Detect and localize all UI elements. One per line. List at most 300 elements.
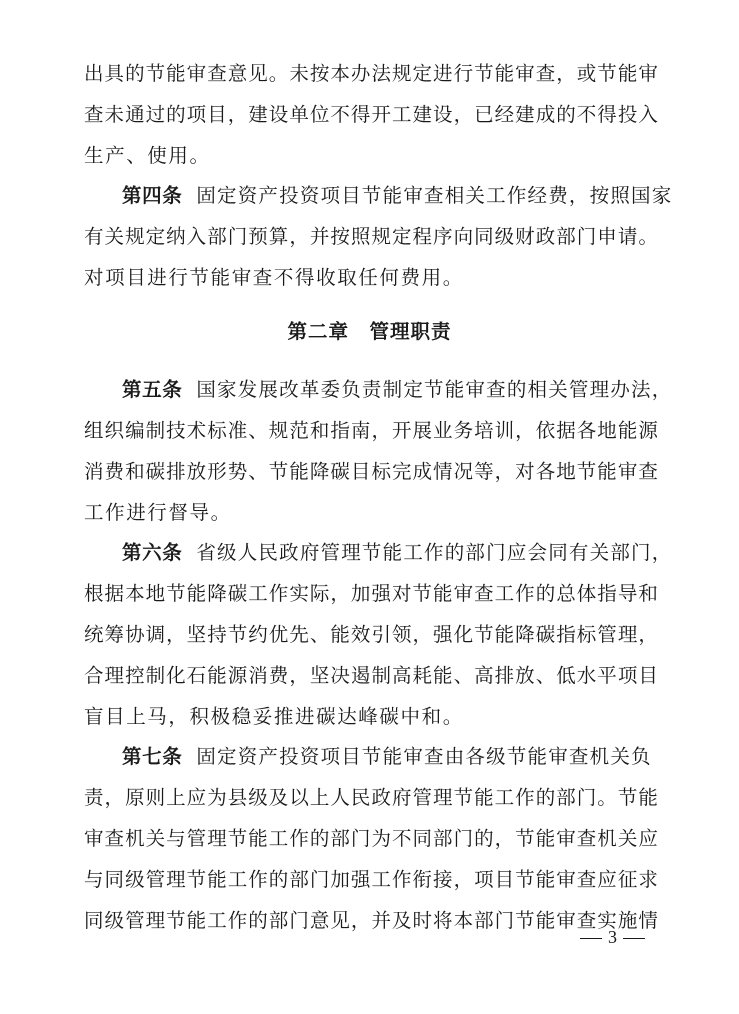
glyph: 高 (474, 664, 494, 687)
glyph: 门 (350, 827, 371, 850)
glyph: 约 (248, 623, 268, 646)
glyph: 、 (535, 664, 556, 687)
glyph: 民 (350, 786, 371, 809)
glyph: 标 (371, 460, 391, 483)
glyph: 应 (186, 786, 207, 809)
glyph: 见 (330, 909, 350, 932)
glyph: 的 (556, 103, 576, 126)
glyph: 编 (125, 419, 145, 442)
text-line (84, 574, 658, 614)
glyph: 强 (371, 582, 391, 605)
glyph: 排 (166, 460, 186, 483)
glyph: 审 (84, 827, 104, 850)
glyph: 算 (268, 225, 289, 248)
glyph: 作 (268, 582, 289, 605)
glyph: 的 (535, 786, 556, 809)
text-line (84, 656, 658, 696)
glyph: 以 (289, 786, 309, 809)
glyph: 节 (453, 786, 474, 809)
glyph: 级 (104, 909, 125, 932)
glyph: 制 (145, 419, 166, 442)
glyph: 碳 (227, 582, 248, 605)
glyph: 统 (84, 623, 104, 646)
glyph: 技 (166, 419, 186, 442)
glyph: 门 (227, 225, 248, 248)
glyph: ， (412, 623, 433, 646)
glyph: 审 (453, 582, 474, 605)
glyph: 的 (166, 103, 186, 126)
glyph: 征 (617, 868, 638, 891)
glyph: 审 (617, 460, 638, 483)
glyph: 源 (638, 419, 658, 442)
glyph: 能 (248, 827, 268, 850)
glyph: 为 (371, 827, 391, 850)
glyph: 县 (227, 786, 248, 809)
glyph: 能 (207, 868, 227, 891)
glyph: 术 (186, 419, 207, 442)
glyph: 为 (207, 786, 227, 809)
glyph: 南 (350, 419, 371, 442)
glyph: 门 (576, 786, 597, 809)
glyph: 工 (391, 103, 412, 126)
glyph: 各 (576, 419, 597, 442)
article-6-title: 第六条 (122, 541, 183, 564)
glyph: 定 (145, 225, 166, 248)
glyph: ， (494, 827, 515, 850)
glyph: 能 (433, 582, 453, 605)
glyph: 节 (597, 62, 617, 85)
glyph: 的 (268, 868, 289, 891)
glyph: 与 (166, 827, 186, 850)
glyph: 上 (309, 786, 330, 809)
glyph: 指 (556, 623, 576, 646)
glyph: 对 (391, 582, 412, 605)
glyph: 准 (227, 419, 248, 442)
glyph: 导 (617, 582, 638, 605)
glyph: 。 (597, 786, 617, 809)
glyph: 门 (453, 827, 474, 850)
glyph: 对 (515, 460, 535, 483)
glyph: 源 (227, 664, 248, 687)
glyph: 审 (556, 868, 576, 891)
glyph: ， (453, 103, 474, 126)
glyph: 开 (391, 419, 412, 442)
glyph: 审 (556, 909, 576, 932)
glyph: 审 (515, 62, 535, 85)
glyph: 同 (84, 909, 104, 932)
text-span: 国家发展改革委负责制定节能审查的相关管理办法， (196, 378, 673, 401)
glyph: 未 (289, 62, 309, 85)
text-line (84, 819, 658, 859)
glyph: 的 (248, 909, 268, 932)
glyph: 级 (494, 225, 515, 248)
glyph: 理 (166, 868, 186, 891)
glyph: 定 (412, 62, 433, 85)
glyph: 化 (453, 623, 474, 646)
glyph: 查 (576, 827, 597, 850)
glyph: 指 (330, 419, 350, 442)
glyph: 的 (125, 62, 145, 85)
glyph: 本 (453, 909, 474, 932)
glyph: 依 (535, 419, 556, 442)
glyph: ， (494, 460, 515, 483)
glyph: 能 (535, 909, 556, 932)
glyph: 同 (412, 827, 433, 850)
glyph: 机 (125, 827, 145, 850)
glyph: 向 (453, 225, 474, 248)
glyph: 同 (474, 225, 494, 248)
glyph: 领 (391, 623, 412, 646)
glyph: 应 (597, 868, 617, 891)
glyph: 上 (166, 786, 186, 809)
glyph: 能 (207, 664, 227, 687)
glyph: 已 (474, 103, 494, 126)
glyph: 节 (515, 909, 535, 932)
glyph: 放 (515, 664, 535, 687)
glyph: 控 (125, 664, 145, 687)
glyph: 程 (412, 225, 433, 248)
glyph: 和 (638, 582, 658, 605)
glyph: 作 (515, 786, 535, 809)
glyph: 关 (617, 827, 638, 850)
glyph: 接 (433, 868, 453, 891)
glyph: 先 (289, 623, 309, 646)
glyph: 加 (350, 582, 371, 605)
glyph: 决 (330, 664, 350, 687)
glyph: 放 (186, 460, 207, 483)
glyph: 门 (494, 909, 515, 932)
glyph: 设 (433, 103, 453, 126)
glyph: 。 (268, 62, 289, 85)
glyph: 查 (104, 827, 125, 850)
glyph: 部 (474, 909, 494, 932)
glyph: 能 (597, 460, 617, 483)
glyph: 和 (125, 460, 145, 483)
dash-left (580, 938, 602, 939)
glyph: 不 (391, 827, 412, 850)
glyph: 不 (576, 103, 597, 126)
glyph: 节 (166, 909, 186, 932)
glyph: 作 (515, 582, 535, 605)
glyph: 耗 (412, 664, 433, 687)
glyph: 能 (535, 827, 556, 850)
glyph: 理 (207, 827, 227, 850)
glyph: 业 (433, 419, 453, 442)
glyph: 培 (474, 419, 494, 442)
glyph: 建 (515, 103, 535, 126)
glyph: 能 (289, 460, 309, 483)
glyph: 通 (125, 103, 145, 126)
text-line (84, 411, 658, 451)
glyph: 则 (145, 786, 166, 809)
glyph: 得 (597, 103, 617, 126)
glyph: 按 (309, 62, 330, 85)
glyph: 目 (494, 868, 515, 891)
glyph: 优 (268, 623, 289, 646)
glyph: 政 (535, 225, 556, 248)
glyph: 出 (84, 62, 104, 85)
glyph: 成 (535, 103, 556, 126)
glyph: 位 (309, 103, 330, 126)
glyph: 强 (350, 868, 371, 891)
glyph: 查 (84, 103, 104, 126)
glyph: 关 (145, 827, 166, 850)
glyph: ， (453, 868, 474, 891)
glyph: 、 (309, 623, 330, 646)
glyph: 管 (125, 909, 145, 932)
glyph: 管 (412, 786, 433, 809)
glyph: 节 (474, 62, 494, 85)
glyph: 降 (207, 582, 227, 605)
glyph: 低 (556, 664, 576, 687)
glyph: 化 (166, 664, 186, 687)
glyph: 审 (556, 827, 576, 850)
glyph: 能 (617, 419, 638, 442)
text-line: 对项目进行节能审查不得收取任何费用。 (84, 266, 464, 289)
glyph: 工 (494, 582, 515, 605)
glyph: ， (371, 419, 391, 442)
text-line (84, 452, 658, 492)
glyph: 部 (207, 225, 227, 248)
chapter-heading: 第二章 管理职责 (287, 320, 452, 343)
glyph: 的 (474, 827, 494, 850)
glyph: 作 (227, 909, 248, 932)
glyph: 请 (617, 225, 638, 248)
text-line (84, 95, 658, 135)
glyph: 级 (248, 786, 268, 809)
glyph: 部 (330, 827, 350, 850)
glyph: 行 (453, 62, 474, 85)
glyph: 作 (391, 868, 412, 891)
glyph: 管 (145, 868, 166, 891)
glyph: 部 (556, 225, 576, 248)
glyph: 据 (104, 582, 125, 605)
glyph: 、 (453, 664, 474, 687)
glyph: 规 (391, 62, 412, 85)
glyph: 消 (248, 664, 268, 687)
glyph: 地 (597, 419, 617, 442)
glyph: 及 (268, 786, 289, 809)
glyph: 地 (556, 460, 576, 483)
glyph: 节 (515, 868, 535, 891)
glyph: 实 (289, 582, 309, 605)
glyph: 人 (330, 786, 350, 809)
glyph: 制 (145, 664, 166, 687)
glyph: 规 (125, 225, 145, 248)
glyph: 排 (494, 664, 515, 687)
glyph: 施 (617, 909, 638, 932)
glyph: 原 (125, 786, 145, 809)
glyph: 能 (186, 909, 207, 932)
glyph: 部 (433, 827, 453, 850)
glyph: 得 (350, 103, 371, 126)
glyph: ， (289, 664, 309, 687)
glyph: 本 (125, 582, 145, 605)
glyph: 并 (309, 225, 330, 248)
glyph: 查 (576, 909, 597, 932)
glyph: 能 (494, 623, 515, 646)
glyph: 、 (248, 419, 268, 442)
glyph: 建 (248, 103, 268, 126)
glyph: 进 (433, 62, 453, 85)
glyph: 训 (494, 419, 515, 442)
glyph: 节 (412, 582, 433, 605)
glyph: ， (227, 103, 248, 126)
glyph: 不 (330, 103, 350, 126)
glyph: 门 (289, 909, 309, 932)
glyph: 石 (186, 664, 207, 687)
glyph: 实 (597, 909, 617, 932)
glyph: 衔 (412, 868, 433, 891)
glyph: 机 (597, 827, 617, 850)
glyph: 同 (104, 868, 125, 891)
glyph: 坚 (186, 623, 207, 646)
glyph: ， (289, 225, 309, 248)
glyph: 应 (638, 827, 658, 850)
glyph: 门 (309, 868, 330, 891)
glyph: ， (638, 623, 658, 646)
glyph: 节 (576, 460, 597, 483)
glyph: 规 (268, 419, 289, 442)
text-line (84, 860, 658, 900)
glyph: 序 (433, 225, 453, 248)
glyph: 有 (84, 225, 104, 248)
article-5-title: 第五条 (122, 378, 183, 401)
glyph: 作 (289, 827, 309, 850)
glyph: 规 (371, 225, 391, 248)
glyph: 强 (433, 623, 453, 646)
glyph: ， (556, 62, 576, 85)
glyph: 并 (371, 909, 391, 932)
glyph: 持 (207, 623, 227, 646)
text-line: 盲目上马，积极稳妥推进碳达峰碳中和。 (84, 705, 464, 728)
article-5-first-line (122, 370, 673, 410)
glyph: 法 (371, 62, 391, 85)
glyph: 定 (391, 225, 412, 248)
glyph: 照 (350, 225, 371, 248)
article-4-first-line (122, 176, 673, 216)
glyph: 开 (371, 103, 391, 126)
glyph: 碳 (145, 460, 166, 483)
glyph: 经 (494, 103, 515, 126)
glyph: 财 (515, 225, 535, 248)
glyph: 效 (350, 623, 371, 646)
glyph: 政 (371, 786, 391, 809)
glyph: 级 (125, 868, 145, 891)
glyph: 查 (535, 62, 556, 85)
glyph: 。 (638, 225, 658, 248)
text-line (84, 615, 658, 655)
glyph: 能 (433, 664, 453, 687)
glyph: 节 (268, 460, 289, 483)
glyph: 时 (412, 909, 433, 932)
glyph: 务 (453, 419, 474, 442)
glyph: 能 (638, 786, 658, 809)
glyph: 各 (535, 460, 556, 483)
glyph: 建 (412, 103, 433, 126)
glyph: 工 (227, 868, 248, 891)
glyph: 查 (638, 460, 658, 483)
glyph: 据 (556, 419, 576, 442)
glyph: 能 (166, 62, 186, 85)
glyph: 投 (617, 103, 638, 126)
glyph: 总 (556, 582, 576, 605)
glyph: 完 (391, 460, 412, 483)
glyph: 项 (474, 868, 494, 891)
glyph: 关 (104, 225, 125, 248)
glyph: 协 (125, 623, 145, 646)
glyph: 部 (556, 786, 576, 809)
glyph: 部 (268, 909, 289, 932)
glyph: 平 (597, 664, 617, 687)
article-7-title: 第七条 (122, 745, 183, 768)
glyph: 及 (391, 909, 412, 932)
glyph: 高 (391, 664, 412, 687)
text-line: 生产、使用。 (84, 144, 211, 167)
glyph: 节 (617, 786, 638, 809)
glyph: 求 (638, 868, 658, 891)
glyph: 将 (433, 909, 453, 932)
glyph: 际 (309, 582, 330, 605)
glyph: 部 (289, 868, 309, 891)
glyph: 节 (166, 582, 186, 605)
glyph: ， (515, 419, 535, 442)
glyph: 成 (412, 460, 433, 483)
glyph: ， (350, 909, 371, 932)
article-6-first-line (122, 533, 673, 573)
glyph: 的 (309, 827, 330, 850)
glyph: 地 (145, 582, 166, 605)
glyph: 项 (186, 103, 207, 126)
glyph: 或 (576, 62, 597, 85)
glyph: 节 (227, 827, 248, 850)
text-line: 工作进行督导。 (84, 501, 232, 524)
glyph: 碳 (535, 623, 556, 646)
glyph: ， (166, 623, 186, 646)
glyph: 入 (638, 103, 658, 126)
page-number-value: 3 (608, 927, 617, 947)
glyph: 理 (104, 664, 125, 687)
glyph: 见 (248, 62, 268, 85)
glyph: 情 (638, 909, 658, 932)
glyph: 设 (268, 103, 289, 126)
glyph: 工 (248, 582, 268, 605)
glyph: 加 (330, 868, 350, 891)
glyph: 理 (145, 909, 166, 932)
glyph: 费 (268, 664, 289, 687)
glyph: 势 (227, 460, 248, 483)
glyph: 水 (576, 664, 597, 687)
glyph: 查 (576, 868, 597, 891)
glyph: 制 (371, 664, 391, 687)
glyph: 纳 (166, 225, 186, 248)
glyph: 申 (597, 225, 617, 248)
glyph: 节 (474, 623, 494, 646)
glyph: 、 (248, 460, 268, 483)
glyph: 织 (104, 419, 125, 442)
glyph: 节 (515, 827, 535, 850)
glyph: 降 (515, 623, 535, 646)
glyph: ， (330, 582, 350, 605)
glyph: 作 (248, 868, 268, 891)
glyph: 引 (371, 623, 391, 646)
glyph: 能 (186, 582, 207, 605)
glyph: 筹 (104, 623, 125, 646)
glyph: 查 (474, 582, 494, 605)
glyph: 管 (597, 623, 617, 646)
glyph: 节 (186, 868, 207, 891)
glyph: 审 (186, 62, 207, 85)
